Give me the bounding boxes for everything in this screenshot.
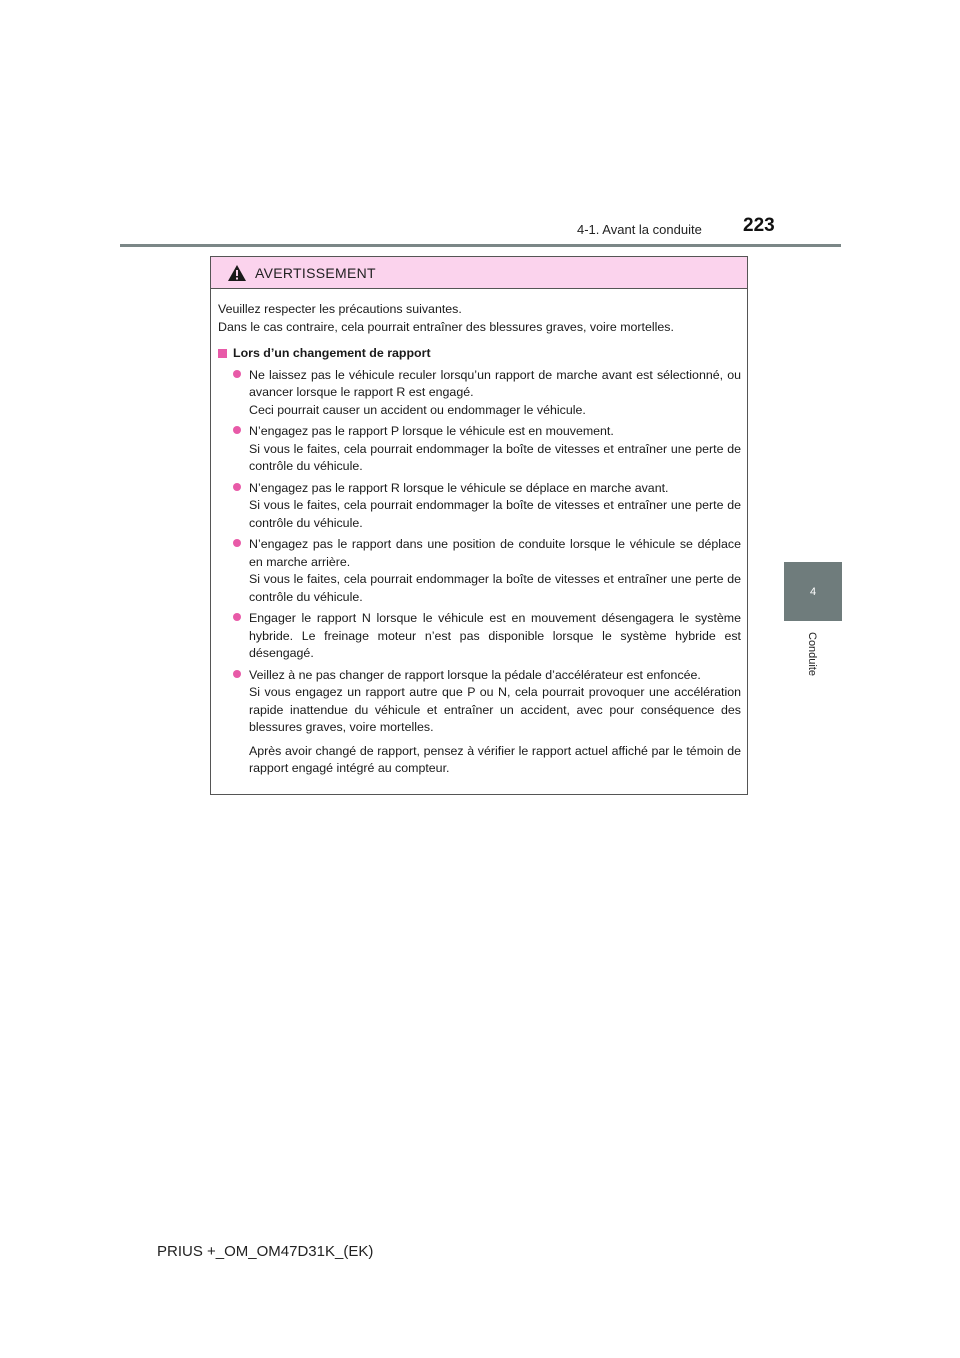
page-number: 223 bbox=[743, 215, 775, 236]
bullet-dot-icon bbox=[233, 669, 245, 681]
bullet-item bbox=[218, 536, 741, 606]
subheading-text: Lors d’un changement de rapport bbox=[233, 346, 431, 360]
extra-text: Après avoir changé de rapport, pensez à vérifier le rapport actuel affiché par le témoin de rapport engagé intégré au compteur. bbox=[249, 743, 741, 775]
bullet-text: Si vous le faites, cela pourrait endommager la boîte de vitesses et entraîner une perte de contrôle du véhicule. bbox=[249, 498, 741, 530]
bullet-item bbox=[218, 610, 741, 663]
warning-box bbox=[210, 256, 748, 795]
warning-extra-note bbox=[218, 743, 741, 778]
bullet-text: Ceci pourrait causer un accident ou endommager le véhicule. bbox=[249, 402, 586, 417]
bullet-text: Si vous le faites, cela pourrait endommager la boîte de vitesses et entraîner une perte de contrôle du véhicule. bbox=[249, 441, 741, 473]
bullet-dot-icon bbox=[233, 612, 245, 624]
bullet-text: Engager le rapport N lorsque le véhicule est en mouvement désengagera le système hybride. Le freinage moteur n’est pas disponible lorsque le système hybride est désengagé. bbox=[249, 611, 741, 660]
header-divider bbox=[120, 244, 841, 247]
bullet-text: Ne laissez pas le véhicule reculer lorsqu’un rapport de marche avant est sélectionné, ou avancer lorsque le rapport R est engagé. bbox=[249, 367, 741, 399]
bullet-text: N’engagez pas le rapport dans une position de conduite lorsque le véhicule se déplace en marche arrière. bbox=[249, 537, 741, 569]
chapter-number: 4 bbox=[809, 585, 817, 598]
bullet-dot-icon bbox=[233, 425, 245, 437]
square-bullet-icon bbox=[218, 349, 227, 358]
document-code: PRIUS +_OM_OM47D31K_(EK) bbox=[157, 1243, 374, 1260]
bullet-dot-icon bbox=[233, 538, 245, 550]
bullet-text: Si vous le faites, cela pourrait endommager la boîte de vitesses et entraîner une perte de contrôle du véhicule. bbox=[249, 572, 741, 604]
chapter-label: Conduite bbox=[806, 632, 818, 677]
bullet-dot-icon bbox=[233, 482, 245, 494]
warning-triangle-icon bbox=[227, 264, 247, 282]
intro-line: Veuillez respecter les précautions suivantes. bbox=[218, 302, 462, 316]
chapter-tab bbox=[784, 562, 842, 621]
bullet-text: Veillez à ne pas changer de rapport lorsque la pédale d’accélérateur est enfoncée. bbox=[249, 667, 701, 682]
bullet-item bbox=[218, 367, 741, 420]
bullet-text: Si vous engagez un rapport autre que P ou N, cela pourrait provoquer une accélération rapide inattendue du véhicule et entraîner un accident, avec pour conséquence des blessures graves, voire mortelles. bbox=[249, 685, 741, 734]
warning-subheading bbox=[218, 345, 741, 363]
bullet-dot-icon bbox=[233, 369, 245, 381]
warning-title: AVERTISSEMENT bbox=[255, 264, 376, 281]
bullet-item bbox=[218, 667, 741, 737]
bullet-item bbox=[218, 480, 741, 533]
header-section-title: 4-1. Avant la conduite bbox=[577, 222, 702, 237]
bullet-text: N’engagez pas le rapport P lorsque le véhicule est en mouvement. bbox=[249, 424, 614, 438]
bullet-text: N’engagez pas le rapport R lorsque le véhicule se déplace en marche avant. bbox=[249, 480, 669, 495]
intro-line: Dans le cas contraire, cela pourrait entraîner des blessures graves, voire mortelles. bbox=[218, 319, 674, 334]
warning-intro bbox=[218, 301, 741, 336]
warning-body bbox=[211, 289, 747, 778]
bullet-item bbox=[218, 423, 741, 476]
warning-header bbox=[211, 257, 747, 289]
